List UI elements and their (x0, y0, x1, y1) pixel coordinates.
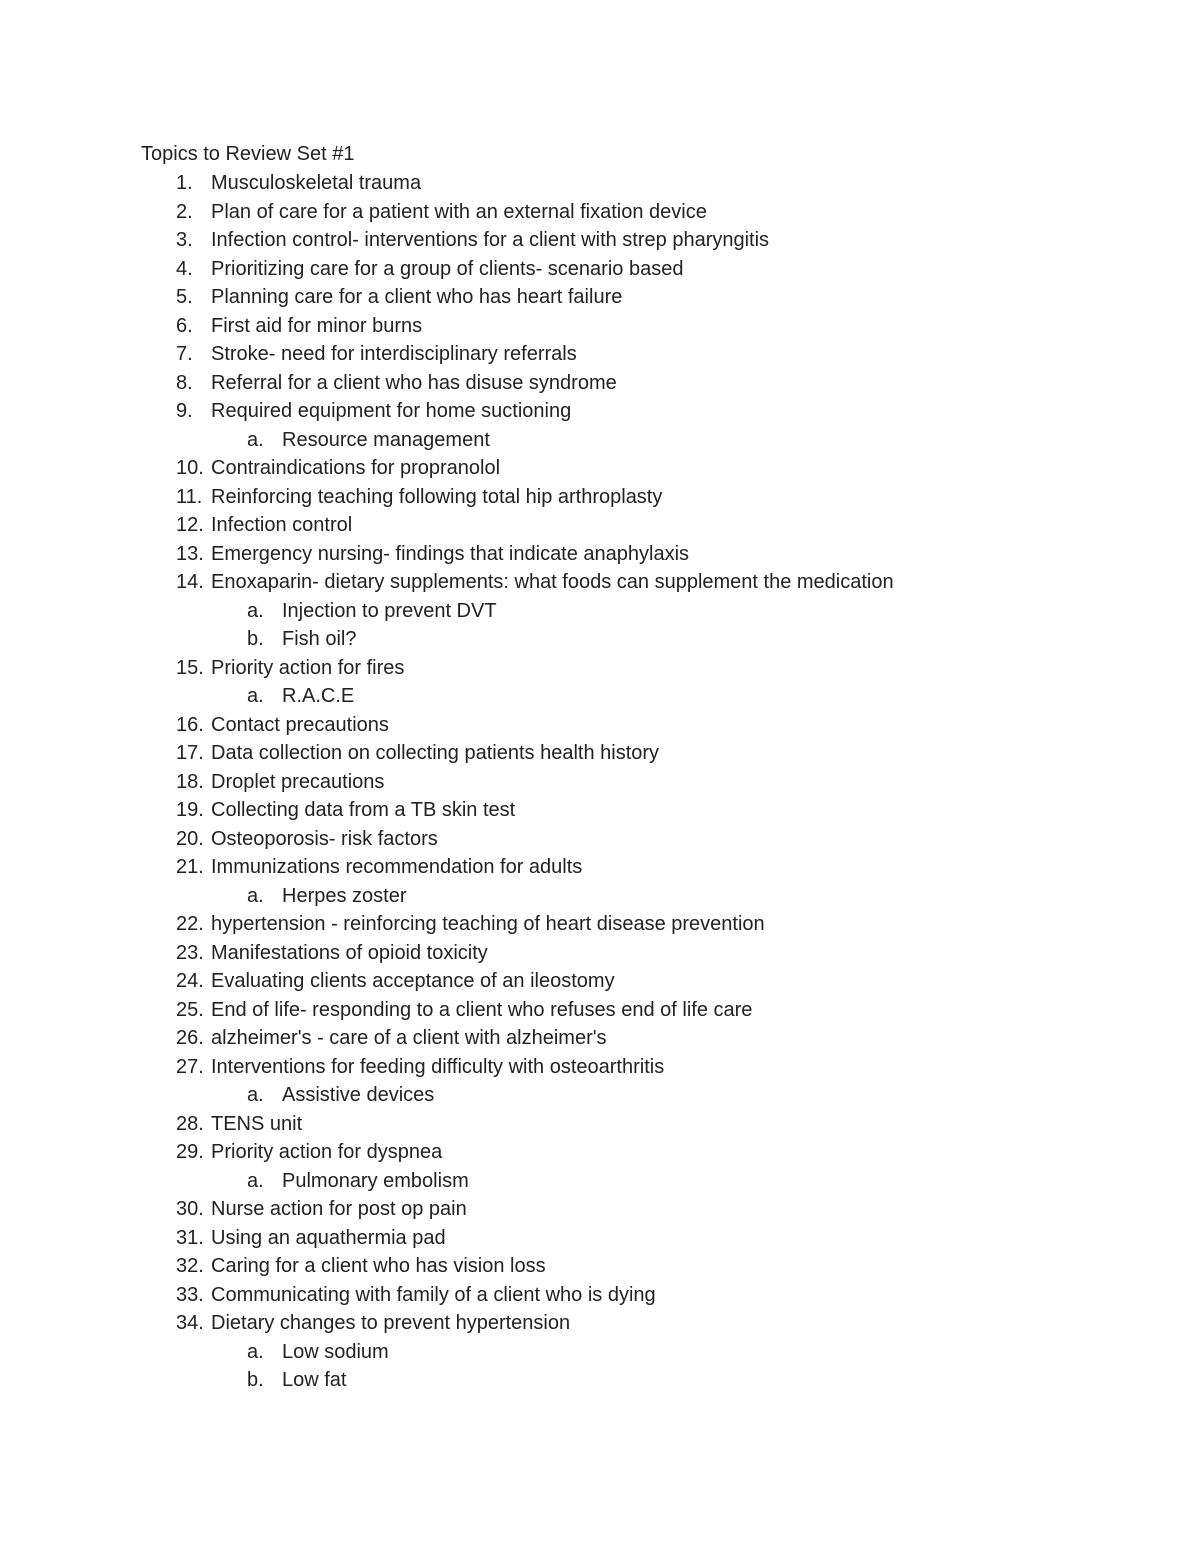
list-marker: 34. (176, 1312, 204, 1334)
list-item (0, 1195, 1200, 1224)
list-item (0, 1110, 1200, 1139)
list-item-text: First aid for minor burns (211, 314, 423, 337)
list-item (0, 1024, 1200, 1053)
list-item-text: Collecting data from a TB skin test (211, 799, 516, 821)
list-marker: 23. (176, 941, 204, 964)
list-item-text: Prioritizing care for a group of clients- scenario based (211, 257, 684, 280)
list-item-text: Using an aquathermia pad (211, 1226, 446, 1249)
list-item (0, 1309, 1200, 1338)
list-item-text: Low fat (282, 1369, 347, 1391)
list-item-text: alzheimer's - care of a client with alzheimer's (211, 1027, 607, 1049)
sub-list-item (0, 597, 1200, 626)
list-item-text: Infection control (211, 514, 353, 536)
list-item-text: Assistive devices (282, 1084, 435, 1106)
list-marker: a. (247, 884, 264, 907)
list-marker: 30. (176, 1198, 204, 1220)
list-item-text: Injection to prevent DVT (282, 599, 497, 622)
list-item (0, 312, 1200, 341)
sub-list-item (0, 1338, 1200, 1367)
list-marker: 3. (176, 229, 193, 251)
list-marker: a. (247, 1084, 264, 1106)
list-item (0, 511, 1200, 540)
list-item-text: Caring for a client who has vision loss (211, 1255, 546, 1277)
list-marker: 14. (176, 571, 204, 593)
list-item (0, 198, 1200, 227)
list-marker: 26. (176, 1027, 204, 1049)
sub-list-item (0, 625, 1200, 654)
list-marker: a. (247, 1340, 264, 1363)
list-item (0, 1053, 1200, 1082)
list-marker: 13. (176, 542, 204, 565)
sub-list-item (0, 882, 1200, 911)
list-item (0, 340, 1200, 369)
list-item-text: Stroke- need for interdisciplinary referrals (211, 343, 577, 365)
list-marker: a. (247, 599, 264, 622)
list-marker: 2. (176, 200, 193, 223)
list-item (0, 853, 1200, 882)
list-marker: 7. (176, 343, 193, 365)
list-item (0, 939, 1200, 968)
list-item (0, 568, 1200, 597)
list-item-text: Contact precautions (211, 713, 389, 736)
list-item (0, 1252, 1200, 1281)
sub-list-item (0, 1366, 1200, 1395)
list-item (0, 283, 1200, 312)
list-marker: 15. (176, 656, 204, 679)
list-item (0, 996, 1200, 1025)
list-item (0, 825, 1200, 854)
list-marker: 20. (176, 827, 204, 850)
list-item (0, 1224, 1200, 1253)
list-item-text: Communicating with family of a client who is dying (211, 1283, 656, 1306)
list-marker: 31. (176, 1226, 204, 1249)
list-item-text: Low sodium (282, 1340, 389, 1363)
sub-list-item (0, 426, 1200, 455)
list-item (0, 483, 1200, 512)
list-marker: 5. (176, 286, 193, 308)
list-item (0, 739, 1200, 768)
list-item (0, 169, 1200, 198)
list-item-text: Emergency nursing- findings that indicate anaphylaxis (211, 542, 690, 565)
list-item (0, 255, 1200, 284)
list-item-text: Referral for a client who has disuse syndrome (211, 371, 617, 394)
list-marker: 9. (176, 400, 193, 422)
sub-list-item (0, 1167, 1200, 1196)
topic-list (0, 169, 1200, 1395)
list-item (0, 910, 1200, 939)
sub-list-item (0, 1081, 1200, 1110)
list-item-text: Planning care for a client who has heart failure (211, 286, 623, 308)
list-marker: 12. (176, 514, 204, 536)
list-item (0, 1281, 1200, 1310)
list-item-text: Contraindications for propranolol (211, 457, 501, 479)
list-marker: a. (247, 1169, 264, 1192)
list-item-text: End of life- responding to a client who refuses end of life care (211, 998, 753, 1021)
list-item-text: Evaluating clients acceptance of an ileostomy (211, 970, 615, 992)
list-item (0, 967, 1200, 996)
list-item-text: Reinforcing teaching following total hip arthroplasty (211, 485, 663, 508)
list-marker: 6. (176, 314, 193, 337)
list-marker: 21. (176, 856, 204, 878)
document-title: Topics to Review Set #1 (141, 143, 355, 165)
list-marker: a. (247, 685, 264, 707)
list-item-text: Dietary changes to prevent hypertension (211, 1312, 571, 1334)
list-item-text: Immunizations recommendation for adults (211, 856, 583, 878)
list-item-text: Manifestations of opioid toxicity (211, 941, 488, 964)
list-item-text: Fish oil? (282, 628, 357, 650)
list-item (0, 768, 1200, 797)
sub-list-item (0, 682, 1200, 711)
list-item (0, 1138, 1200, 1167)
list-marker: 25. (176, 998, 204, 1021)
list-item-text: Musculoskeletal trauma (211, 172, 422, 194)
list-item-text: Data collection on collecting patients health history (211, 742, 660, 764)
list-item-text: Plan of care for a patient with an external fixation device (211, 200, 707, 223)
list-item-text: Nurse action for post op pain (211, 1198, 467, 1220)
list-item (0, 654, 1200, 683)
list-marker: 10. (176, 457, 204, 479)
list-marker: 8. (176, 371, 193, 394)
list-marker: 16. (176, 713, 204, 736)
list-item-text: Infection control- interventions for a client with strep pharyngitis (211, 229, 770, 251)
list-item-text: TENS unit (211, 1112, 303, 1135)
list-item (0, 397, 1200, 426)
list-item (0, 226, 1200, 255)
list-item-text: Droplet precautions (211, 770, 385, 793)
list-item-text: Priority action for dyspnea (211, 1141, 443, 1163)
list-item-text: Required equipment for home suctioning (211, 400, 572, 422)
list-marker: 22. (176, 913, 204, 935)
list-marker: 29. (176, 1141, 204, 1163)
list-marker: 33. (176, 1283, 204, 1306)
list-item-text: R.A.C.E (282, 685, 355, 707)
list-item-text: Priority action for fires (211, 656, 405, 679)
list-item-text: Pulmonary embolism (282, 1169, 469, 1192)
list-item (0, 454, 1200, 483)
list-marker: 28. (176, 1112, 204, 1135)
list-item (0, 711, 1200, 740)
list-marker: 24. (176, 970, 204, 992)
list-marker: 11. (176, 485, 203, 508)
list-item-text: Enoxaparin- dietary supplements: what foods can supplement the medication (211, 571, 894, 593)
list-marker: 19. (176, 799, 204, 821)
list-item-text: Herpes zoster (282, 884, 407, 907)
list-item-text: Resource management (282, 428, 490, 451)
list-marker: 27. (176, 1055, 204, 1078)
list-item-text: Interventions for feeding difficulty with osteoarthritis (211, 1055, 665, 1078)
list-item (0, 369, 1200, 398)
list-marker: a. (247, 428, 264, 451)
list-item (0, 540, 1200, 569)
list-marker: 17. (176, 742, 204, 764)
list-marker: b. (247, 1369, 264, 1391)
list-item-text: Osteoporosis- risk factors (211, 827, 438, 850)
list-marker: 32. (176, 1255, 204, 1277)
list-marker: 4. (176, 257, 193, 280)
list-marker: b. (247, 628, 264, 650)
list-marker: 18. (176, 770, 204, 793)
list-item (0, 796, 1200, 825)
list-marker: 1. (176, 172, 193, 194)
list-item-text: hypertension - reinforcing teaching of heart disease prevention (211, 913, 765, 935)
